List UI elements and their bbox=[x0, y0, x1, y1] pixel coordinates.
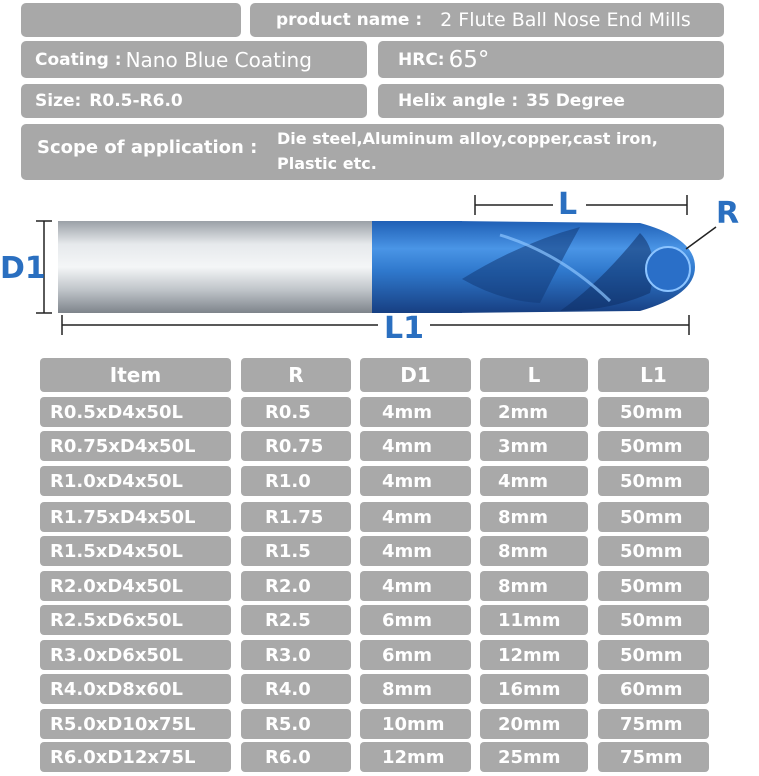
cell-item: R3.0xD6x50L bbox=[40, 640, 231, 670]
cell-l1: 50mm bbox=[598, 397, 709, 427]
cell-d1: 6mm bbox=[360, 605, 471, 635]
cell-item: R6.0xD12x75L bbox=[40, 742, 231, 772]
cell-l1: 50mm bbox=[598, 536, 709, 566]
product-name-box bbox=[250, 3, 724, 37]
cell-d1: 4mm bbox=[360, 466, 471, 496]
cell-r: R0.75 bbox=[241, 431, 351, 461]
cell-r: R3.0 bbox=[241, 640, 351, 670]
size-label: Size: bbox=[35, 91, 82, 111]
product-name-label: product name : bbox=[276, 10, 423, 30]
header-d1: D1 bbox=[360, 358, 471, 392]
cell-item: R1.0xD4x50L bbox=[40, 466, 231, 496]
coating-label: Coating : bbox=[35, 49, 122, 70]
cell-l: 4mm bbox=[480, 466, 588, 496]
header-l: L bbox=[480, 358, 588, 392]
scope-box bbox=[21, 124, 724, 180]
header-item: Item bbox=[40, 358, 231, 392]
cell-d1: 12mm bbox=[360, 742, 471, 772]
cell-l1: 50mm bbox=[598, 605, 709, 635]
helix-box bbox=[378, 84, 724, 118]
cell-r: R2.0 bbox=[241, 571, 351, 601]
cell-item: R1.75xD4x50L bbox=[40, 502, 231, 532]
coating-value: Nano Blue Coating bbox=[125, 47, 312, 72]
scope-line-1: Die steel,Aluminum alloy,copper,cast iron, bbox=[277, 129, 658, 148]
header-l1: L1 bbox=[598, 358, 709, 392]
cell-d1: 8mm bbox=[360, 674, 471, 704]
cell-item: R5.0xD10x75L bbox=[40, 709, 231, 739]
helix-label: Helix angle : bbox=[398, 91, 519, 111]
cell-l: 3mm bbox=[480, 431, 588, 461]
header-r: R bbox=[241, 358, 351, 392]
cell-item: R2.5xD6x50L bbox=[40, 605, 231, 635]
cell-r: R1.5 bbox=[241, 536, 351, 566]
cell-d1: 4mm bbox=[360, 431, 471, 461]
cell-l: 16mm bbox=[480, 674, 588, 704]
cell-r: R4.0 bbox=[241, 674, 351, 704]
cell-r: R1.0 bbox=[241, 466, 351, 496]
hrc-box bbox=[378, 41, 724, 78]
hrc-label: HRC: bbox=[398, 49, 445, 70]
r-leader-line bbox=[686, 227, 716, 249]
cell-r: R1.75 bbox=[241, 502, 351, 532]
cell-item: R0.75xD4x50L bbox=[40, 431, 231, 461]
cell-d1: 6mm bbox=[360, 640, 471, 670]
cell-r: R5.0 bbox=[241, 709, 351, 739]
cell-l: 8mm bbox=[480, 502, 588, 532]
cell-d1: 10mm bbox=[360, 709, 471, 739]
cell-l1: 50mm bbox=[598, 571, 709, 601]
cell-d1: 4mm bbox=[360, 536, 471, 566]
ball-nose-tip bbox=[646, 247, 690, 291]
size-value: R0.5-R6.0 bbox=[89, 91, 183, 111]
cell-r: R6.0 bbox=[241, 742, 351, 772]
helix-value: 35 Degree bbox=[526, 91, 625, 111]
size-box bbox=[21, 84, 367, 118]
cell-d1: 4mm bbox=[360, 397, 471, 427]
cell-l: 2mm bbox=[480, 397, 588, 427]
cell-l: 20mm bbox=[480, 709, 588, 739]
cell-l1: 75mm bbox=[598, 709, 709, 739]
hrc-value: 65° bbox=[448, 46, 490, 73]
cell-l: 11mm bbox=[480, 605, 588, 635]
scope-line-2: Plastic etc. bbox=[277, 154, 377, 173]
cell-item: R1.5xD4x50L bbox=[40, 536, 231, 566]
coated-body bbox=[372, 221, 462, 313]
cell-l1: 50mm bbox=[598, 640, 709, 670]
end-mill-diagram bbox=[0, 183, 759, 353]
cell-l: 8mm bbox=[480, 536, 588, 566]
cell-l: 25mm bbox=[480, 742, 588, 772]
cell-d1: 4mm bbox=[360, 502, 471, 532]
cell-l1: 60mm bbox=[598, 674, 709, 704]
dimension-label-l: L bbox=[558, 187, 578, 222]
coating-box bbox=[21, 41, 367, 78]
cell-l: 12mm bbox=[480, 640, 588, 670]
cell-item: R4.0xD8x60L bbox=[40, 674, 231, 704]
cell-r: R2.5 bbox=[241, 605, 351, 635]
dimension-label-l1: L1 bbox=[384, 311, 424, 346]
cell-l: 8mm bbox=[480, 571, 588, 601]
cell-d1: 4mm bbox=[360, 571, 471, 601]
shank bbox=[58, 221, 376, 313]
cell-l1: 75mm bbox=[598, 742, 709, 772]
cell-item: R2.0xD4x50L bbox=[40, 571, 231, 601]
cell-r: R0.5 bbox=[241, 397, 351, 427]
cell-item: R0.5xD4x50L bbox=[40, 397, 231, 427]
blank-header-box bbox=[21, 3, 241, 37]
scope-label: Scope of application : bbox=[37, 137, 258, 158]
cell-l1: 50mm bbox=[598, 466, 709, 496]
dimension-label-r: R bbox=[716, 196, 740, 231]
cell-l1: 50mm bbox=[598, 431, 709, 461]
product-name-value: 2 Flute Ball Nose End Mills bbox=[440, 9, 691, 31]
dimension-label-d1: D1 bbox=[0, 251, 46, 286]
cell-l1: 50mm bbox=[598, 502, 709, 532]
